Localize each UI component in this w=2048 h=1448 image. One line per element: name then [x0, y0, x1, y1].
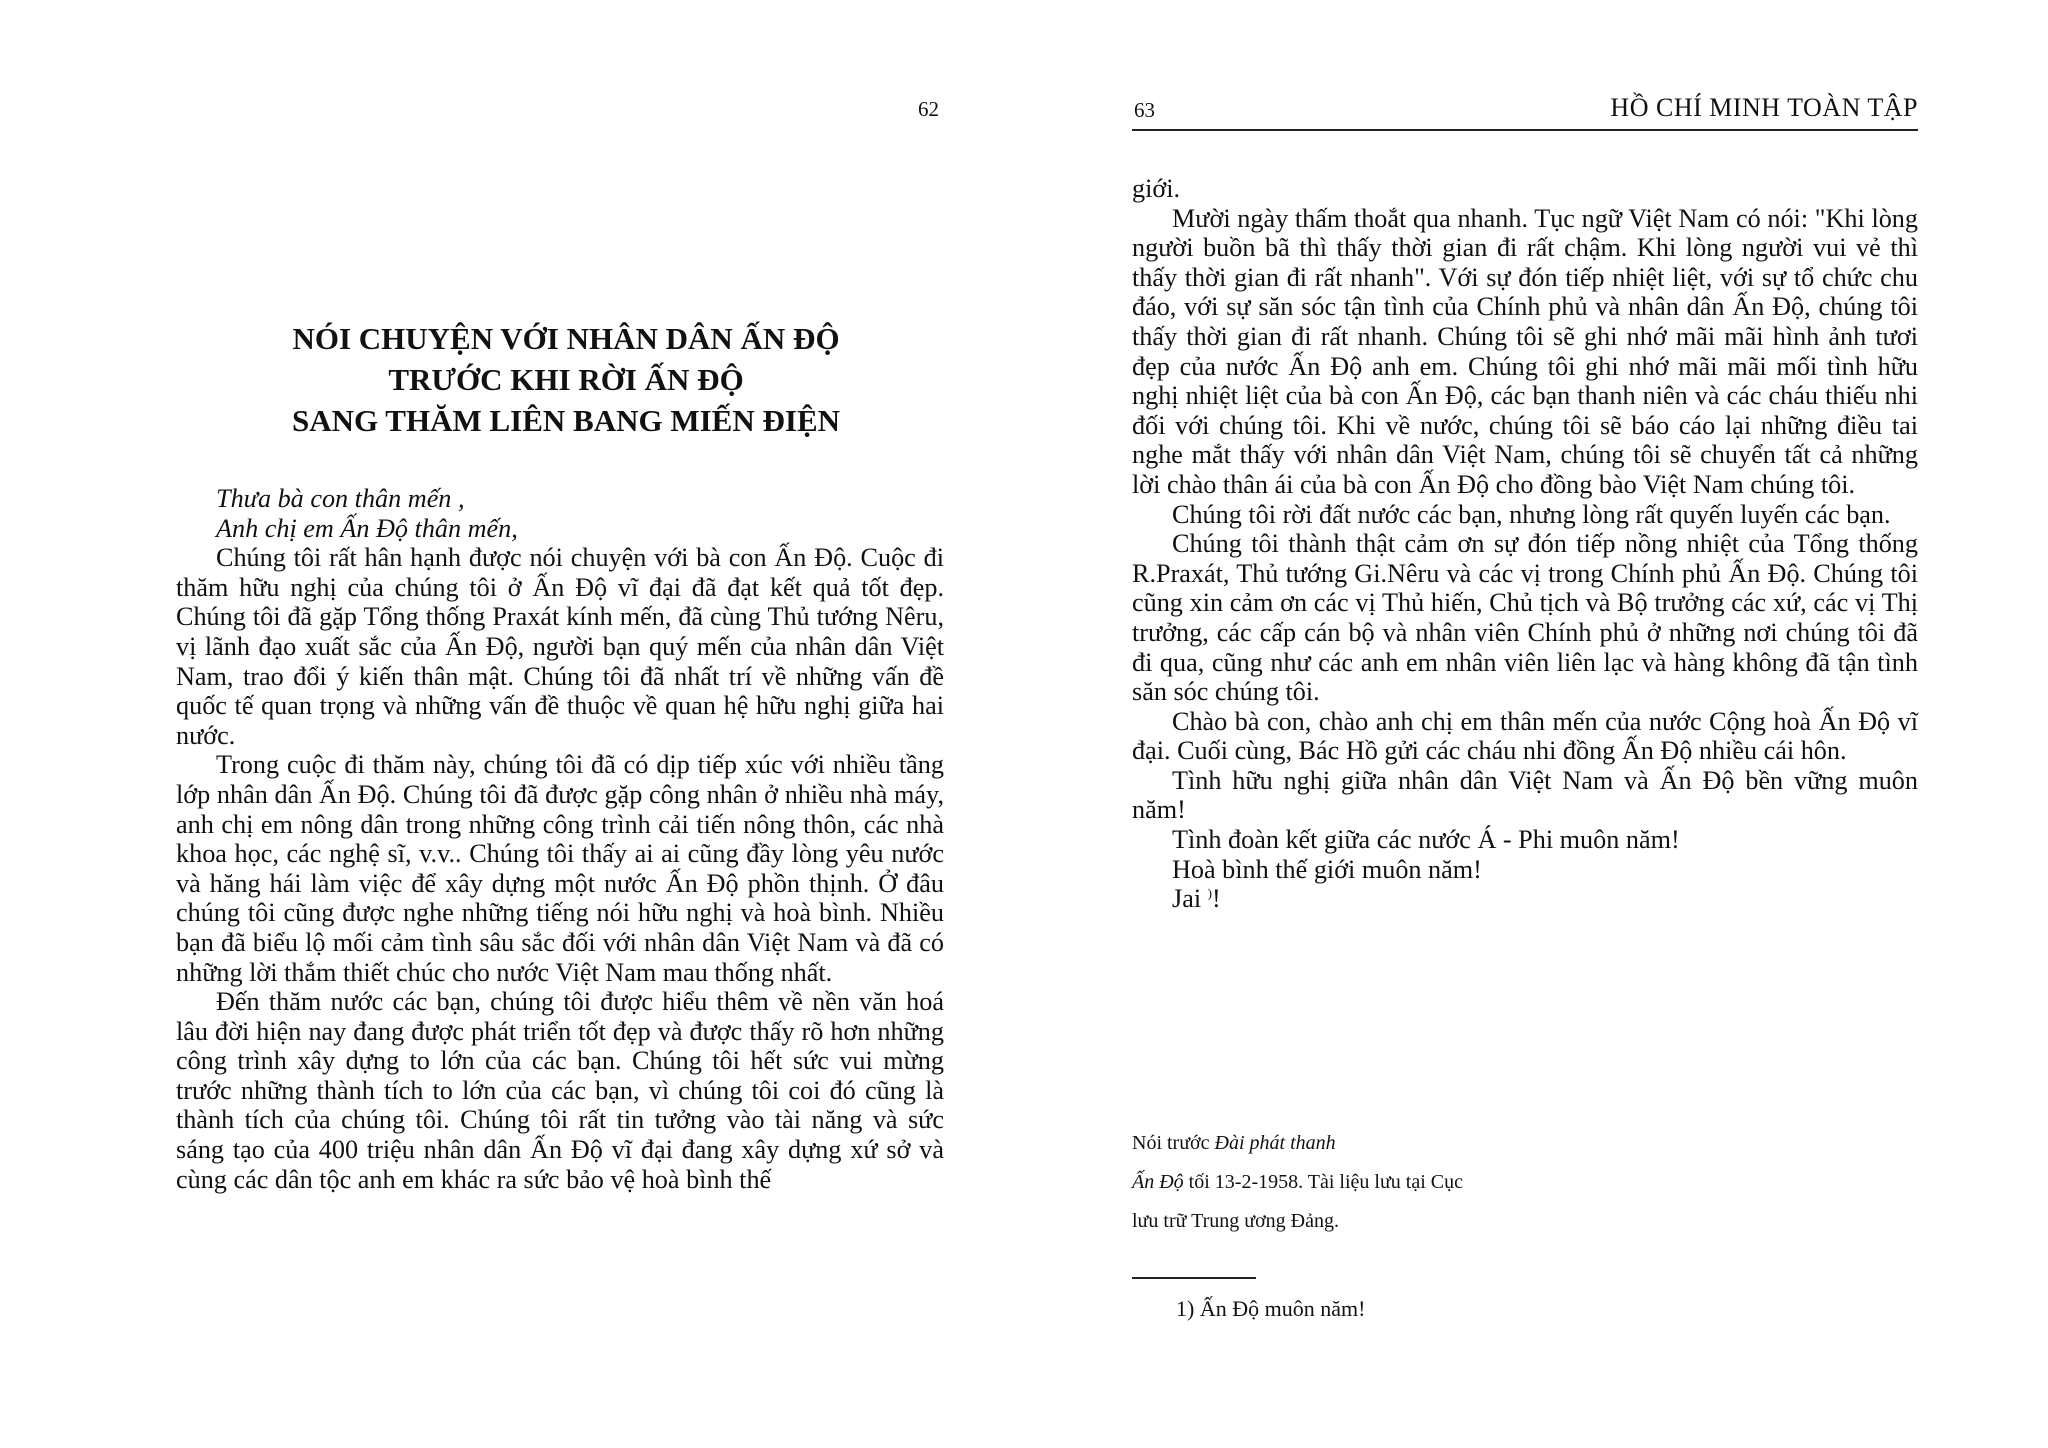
- footnote-reference: ): [1207, 885, 1212, 901]
- source-prefix: Nói trước: [1132, 1132, 1215, 1154]
- title-line-1: NÓI CHUYỆN VỚI NHÂN DÂN ẤN ĐỘ: [292, 321, 840, 356]
- source-italic-2: Ấn Độ: [1132, 1171, 1184, 1193]
- source-italic-1: Đài phát thanh: [1214, 1132, 1336, 1154]
- page-number-left: 62: [918, 97, 939, 121]
- paragraph: Chúng tôi thành thật cảm ơn sự đón tiếp nồng nhiệt của Tổng thống R.Praxát, Thủ tướng Gi.Nêru và các vị trong Chính phủ Ấn Độ. Chúng tôi cũng xin cảm ơn các vị Thủ hiến, Chủ tịch và Bộ trưởng các xứ, các vị Thị trưởng, các cấp cán bộ và nhân viên Chính phủ ở những nơi chúng tôi đã đi qua, cũng như các anh em nhân viên liên lạc và hàng không đã tận tình săn sóc chúng tôi.: [1132, 529, 1918, 707]
- title-line-2: TRƯỚC KHI RỜI ẤN ĐỘ: [388, 362, 744, 397]
- paragraph: Tình hữu nghị giữa nhân dân Việt Nam và Ấn Độ bền vững muôn năm!: [1132, 765, 1918, 825]
- page-number-right: 63: [1134, 98, 1155, 122]
- left-body-text: [176, 484, 944, 1194]
- footnote-divider: [1132, 1277, 1256, 1279]
- speech-title: [176, 318, 956, 441]
- right-page: [1024, 0, 2048, 1448]
- paragraph: Đến thăm nước các bạn, chúng tôi được hiểu thêm về nền văn hoá lâu đời hiện nay đang được phát triển tốt đẹp và được thấy rõ hơn những công trình xây dựng to lớn của các bạn. Chúng tôi hết sức vui mừng trước những thành tích to lớn của các bạn, vì chúng tôi coi đó cũng là thành tích của chúng tôi. Chúng tôi rất tin tưởng vào tài năng và sức sáng tạo của 400 triệu nhân dân Ấn Độ vĩ đại đang xây dựng xứ sở và cùng các dân tộc anh em khác ra sức bảo vệ hoà bình thế: [176, 987, 944, 1194]
- footnote: 1) Ấn Độ muôn năm!: [1176, 1296, 1366, 1321]
- source-note-line-2: [1132, 1163, 1692, 1202]
- paragraph: Trong cuộc đi thăm này, chúng tôi đã có dịp tiếp xúc với nhiều tầng lớp nhân dân Ấn Độ. Chúng tôi đã được gặp công nhân ở nhiều nhà máy, anh chị em nông dân trong những công trình cải tiến nông thôn, các nhà khoa học, các nghệ sĩ, v.v.. Chúng tôi thấy ai ai cũng đầy lòng yêu nước và hăng hái làm việc để xây dựng một nước Ấn Độ phồn thịnh. Ở đâu chúng tôi cũng được nghe những tiếng nói hữu nghị và hoà bình. Nhiều bạn đã biểu lộ mối cảm tình sâu sắc đối với nhân dân Việt Nam và đã có những lời thắm thiết chúc cho nước Việt Nam mau thống nhất.: [176, 750, 944, 987]
- paragraph: Chào bà con, chào anh chị em thân mến của nước Cộng hoà Ấn Độ vĩ đại. Cuối cùng, Bác Hồ gửi các cháu nhi đồng Ấn Độ nhiều cái hôn.: [1132, 706, 1918, 766]
- salutation-line: Anh chị em Ấn Độ thân mến,: [216, 513, 518, 543]
- running-header: [1132, 93, 1918, 131]
- source-note: [1132, 1124, 1692, 1241]
- closing-tail: !: [1211, 884, 1221, 914]
- paragraph: Mười ngày thấm thoắt qua nhanh. Tục ngữ Việt Nam có nói: "Khi lòng người buồn bã thì thấy thời gian đi rất chậm. Khi lòng người vui vẻ thì thấy thời gian đi rất nhanh". Với sự đón tiếp nhiệt liệt, với sự tổ chức chu đáo, với sự săn sóc tận tình của Chính phủ và nhân dân Ấn Độ, chúng tôi thấy thời gian đi rất nhanh. Chúng tôi sẽ ghi nhớ mãi mãi hình ảnh tươi đẹp của nước Ấn Độ anh em. Chúng tôi ghi nhớ mãi mãi mối tình hữu nghị nhiệt liệt của bà con Ấn Độ, các bạn thanh niên và các cháu thiếu nhi đối với chúng tôi. Khi về nước, chúng tôi sẽ báo cáo lại những điều tai nghe mắt thấy với nhân dân Việt Nam, chúng tôi sẽ chuyển tất cả những lời chào thân ái của bà con Ấn Độ cho đồng bào Việt Nam chúng tôi.: [1132, 203, 1918, 499]
- right-body-text: [1132, 174, 1918, 914]
- slogan-line: Tình đoàn kết giữa các nước Á - Phi muôn năm!: [1172, 825, 1680, 855]
- source-note-line-1: [1132, 1124, 1692, 1163]
- source-text-2: tối 13-2-1958. Tài liệu lưu tại Cục: [1183, 1171, 1463, 1193]
- slogan-line: Hoà bình thế giới muôn năm!: [1172, 854, 1482, 884]
- book-title: HỒ CHÍ MINH TOÀN TẬP: [1610, 93, 1918, 122]
- closing-word: Jai: [1172, 884, 1202, 914]
- continuation-line: giới.: [1132, 174, 1181, 203]
- salutation-line: Thưa bà con thân mến ,: [216, 484, 465, 513]
- paragraph: Chúng tôi rời đất nước các bạn, nhưng lòng rất quyến luyến các bạn.: [1172, 499, 1891, 529]
- source-note-line-3: lưu trữ Trung ương Đảng.: [1132, 1210, 1340, 1232]
- title-line-3: SANG THĂM LIÊN BANG MIẾN ĐIỆN: [291, 403, 841, 438]
- closing-line: [1132, 884, 1918, 914]
- paragraph: Chúng tôi rất hân hạnh được nói chuyện với bà con Ấn Độ. Cuộc đi thăm hữu nghị của chúng tôi ở Ấn Độ vĩ đại đã đạt kết quả tốt đẹp. Chúng tôi đã gặp Tổng thống Praxát kính mến, đã cùng Thủ tướng Nêru, vị lãnh đạo xuất sắc của Ấn Độ, người bạn quý mến của nhân dân Việt Nam, trao đổi ý kiến thân mật. Chúng tôi đã nhất trí về những vấn đề quốc tế quan trọng và những vấn đề thuộc về quan hệ hữu nghị giữa hai nước.: [176, 543, 944, 750]
